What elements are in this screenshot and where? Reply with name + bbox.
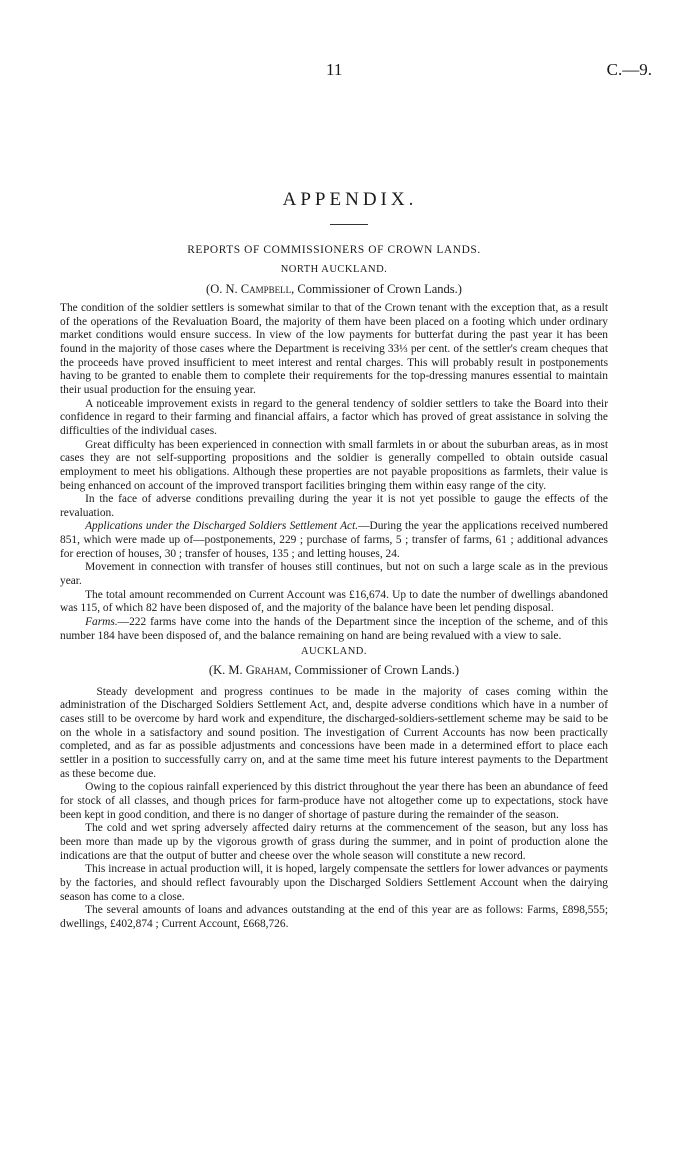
title-divider bbox=[330, 224, 368, 225]
paragraph: In the face of adverse conditions prevailing during the year it is not yet possible to gauge the effects of the revaluation. bbox=[60, 493, 608, 519]
paragraph: The several amounts of loans and advances outstanding at the end of this year are as follows: Farms, £898,555; dwellings, £402,874 ; Current Account, £668,726. bbox=[60, 904, 608, 930]
main-heading: REPORTS OF COMMISSIONERS OF CROWN LANDS. bbox=[187, 244, 481, 256]
section-auckland bbox=[60, 645, 608, 931]
paragraph-text: —During the year the applications received numbered 851, which were made up of—postponements, 229 ; purchase of farms, 5 ; transfer of farms, 61 ; additional advances for erection of houses, 30 ; transfer of houses, 135 ; and letting houses, 24. bbox=[60, 520, 608, 560]
paragraph bbox=[60, 616, 608, 643]
paragraph: The cold and wet spring adversely affected dairy returns at the commencement of the season, but any loss has been more than made up by the vigorous growth of grass during the summer, and in point of production alone the indications are that the output of butter and cheese over the whole season will constitute a new record. bbox=[60, 822, 608, 862]
commissioner-line-auckland: (K. M. Graham, Commissioner of Crown Lands.) bbox=[208, 663, 460, 678]
appendix-title: APPENDIX. bbox=[282, 189, 418, 210]
paragraph bbox=[60, 520, 608, 561]
commissioner-title: , Commissioner of Crown Lands.) bbox=[291, 282, 462, 297]
paragraph: The total amount recommended on Current Account was £16,674. Up to date the number of dwellings abandoned was 115, of which 82 have been disposed of, and the majority of the balance have been let pending disposal. bbox=[60, 588, 608, 615]
commissioner-line-north-auckland: (O. N. Campbell, Commissioner of Crown Lands.) bbox=[206, 282, 462, 297]
body-text bbox=[60, 244, 608, 932]
paragraph: The condition of the soldier settlers is somewhat similar to that of the Crown tenant with the exception that, as a result of the operations of the Revaluation Board, the majority of them have been placed on a footing which under ordinary market conditions would ensure success. In view of the low payments for butterfat during the past year it has been found in the majority of those cases where the Department is receiving 33⅓ per cent. of the settler's cream cheques that the proceeds have proved insufficient to meet interest and rental charges. This will probably result in postponements having to be granted to enable them to complete their requirements for the top-dressing manures essential to maintain their usual production for the ensuing year. bbox=[60, 301, 608, 396]
paragraph-label: Farms. bbox=[85, 616, 118, 629]
commissioner-name: K. M. Graham bbox=[213, 663, 289, 678]
page-number: 11 bbox=[326, 60, 343, 79]
paragraph-text: —222 farms have come into the hands of the Department since the inception of the scheme, and of this number 184 have been disposed of, and the balance remaining on hand are being revalued with a view to sale. bbox=[60, 616, 608, 642]
district-heading-north-auckland: NORTH AUCKLAND. bbox=[280, 263, 388, 275]
paragraph: Great difficulty has been experienced in connection with small farmlets in or about the suburban areas, as in most cases they are not self-supporting propositions and the soldier is generally compelled to obtain outside casual employment to meet his obligations. Although these properties are not payable propositions as farmlets, their value is being enhanced on account of the improved transport facilities bringing them within easy range of the city. bbox=[60, 438, 608, 492]
paragraph: Owing to the copious rainfall experienced by this district throughout the year there has been an abundance of feed for stock of all classes, and though prices for farm-produce have not altogether come up to expectations, stock have been kept in good condition, and there is no danger of shortage of pasture during the remainder of the season. bbox=[60, 781, 608, 821]
paragraph: Movement in connection with transfer of houses still continues, but not on such a large scale as in the previous year. bbox=[60, 561, 608, 588]
section-north-auckland bbox=[60, 263, 608, 644]
commissioner-name: O. N. Campbell bbox=[210, 282, 292, 297]
commissioner-title: , Commissioner of Crown Lands.) bbox=[288, 663, 460, 678]
paragraph: Steady development and progress continues to be made in the majority of cases coming within the administration of the Discharged Soldiers Settlement Act, and, despite adverse conditions which have in a number of cases still to be overcome by hard work and expenditure, the discharged-soldiers-settlement scheme may be said to be on the whole in a satisfactory and sound position. The investigation of Current Accounts has now been practically completed, and as far as possible adjustments and concessions have been made in a determined effort to place each settler in a position to successfully carry on, and at the same time meet his future interest payments to the Department as these become due. bbox=[60, 685, 608, 780]
document-reference: C.—9. bbox=[606, 60, 652, 79]
paragraph: This increase in actual production will, it is hoped, largely compensate the settlers for lower advances or payments by the factories, and should reflect favourably upon the Discharged Soldiers Settlement Account when the dairying season has come to a close. bbox=[60, 863, 608, 903]
paragraph: A noticeable improvement exists in regard to the general tendency of soldier settlers to take the Board into their confidence in regard to their farming and financial affairs, a factor which has proved of great assistance in solving the difficulties of the individual cases. bbox=[60, 397, 608, 437]
district-heading-auckland: AUCKLAND. bbox=[300, 646, 368, 658]
paragraph-label: Applications under the Discharged Soldiers Settlement Act. bbox=[85, 520, 359, 533]
